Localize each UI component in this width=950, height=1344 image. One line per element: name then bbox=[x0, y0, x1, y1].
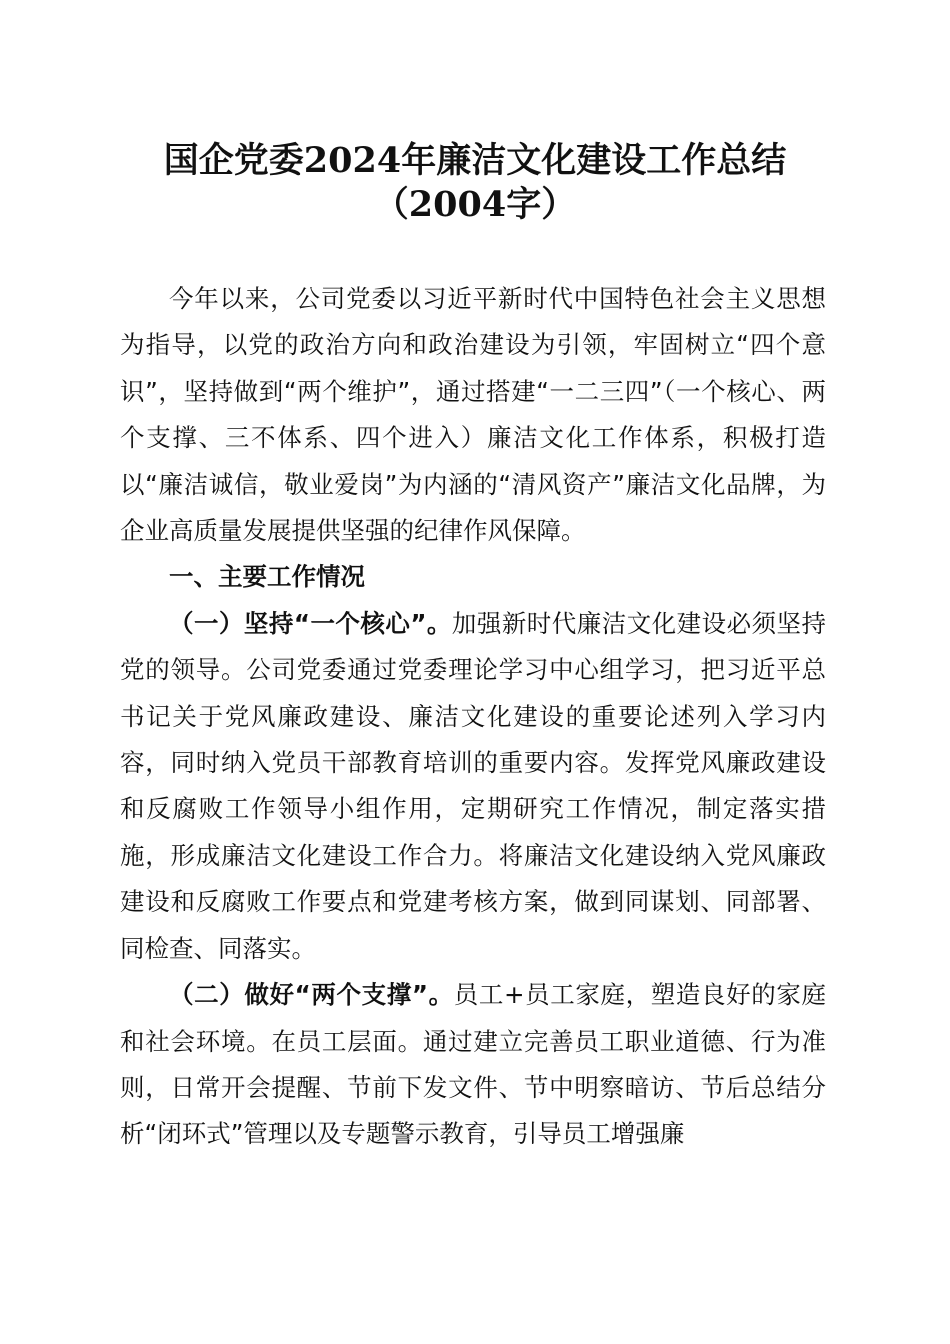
item-1-label: （一）坚持“一个核心”。 bbox=[169, 608, 452, 638]
document-body bbox=[120, 276, 826, 1158]
paragraph-item-2 bbox=[120, 972, 826, 1158]
document-title: 国企党委2024年廉洁文化建设工作总结 bbox=[163, 140, 787, 181]
item-2-label: （二）做好“两个支撑”。 bbox=[169, 980, 454, 1010]
section-heading-main-work: 一、主要工作情况 bbox=[169, 562, 365, 592]
item-2-text: 员工+员工家庭，塑造良好的家庭和社会环境。在员工层面。通过建立完善员工职业道德、行为准则，日常开会提醒、节前下发文件、节中明察暗访、节后总结分析“闭环式”管理以及专题警示教育，引导员工增强廉 bbox=[120, 980, 827, 1149]
intro-paragraph: 今年以来，公司党委以习近平新时代中国特色社会主义思想为指导，以党的政治方向和政治建设为引领，牢固树立“四个意识”，坚持做到“两个维护”，通过搭建“一二三四”（一个核心、两个支撑、三不体系、四个进入）廉洁文化工作体系，积极打造以“廉洁诚信，敬业爱岗”为内涵的“清风资产”廉洁文化品牌，为企业高质量发展提供坚强的纪律作风保障。 bbox=[120, 284, 826, 546]
document-subtitle-wordcount: （2004字） bbox=[373, 184, 577, 225]
item-1-text: 加强新时代廉洁文化建设必须坚持党的领导。公司党委通过党委理论学习中心组学习，把习近平总书记关于党风廉政建设、廉洁文化建设的重要论述列入学习内容，同时纳入党员干部教育培训的重要内容。发挥党风廉政建设和反腐败工作领导小组作用，定期研究工作情况，制定落实措施，形成廉洁文化建设工作合力。将廉洁文化建设纳入党风廉政建设和反腐败工作要点和党建考核方案，做到同谋划、同部署、同检查、同落实。 bbox=[120, 608, 827, 963]
paragraph-item-1 bbox=[120, 601, 826, 972]
